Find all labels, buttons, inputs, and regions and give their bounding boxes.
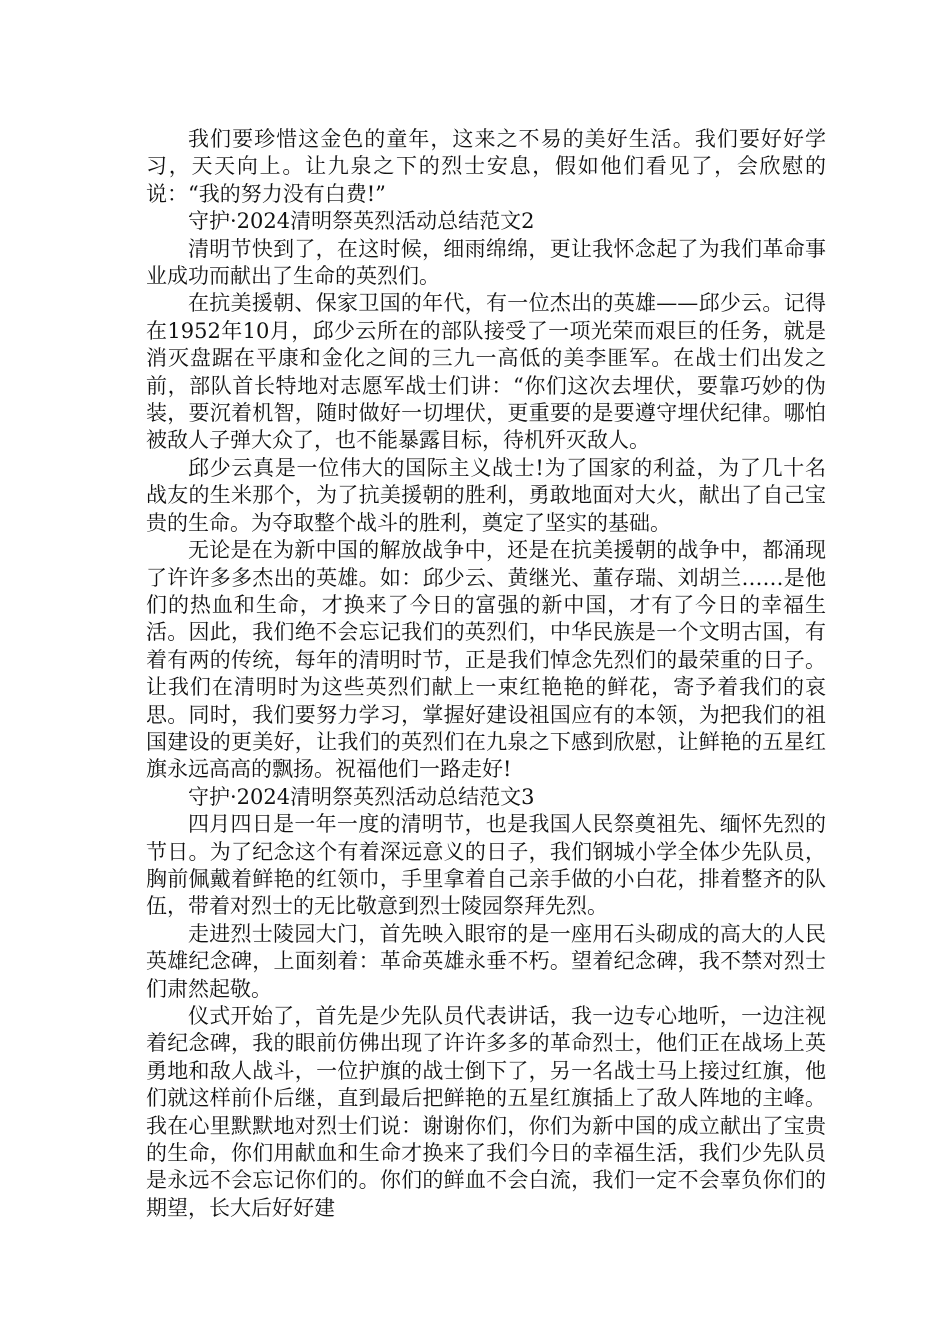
document-body (146, 126, 826, 1222)
paragraph-3: 在抗美援朝、保家卫国的年代，有一位杰出的英雄——邱少云。记得在1952年10月，邱少云所在的部队接受了一项光荣而艰巨的任务，就是消灭盘踞在平康和金化之间的三九一高低的美李匪军。在战士们出发之前，部队首长特地对志愿军战士们讲：“你们这次去埋伏，要靠巧妙的伪装，要沉着机智，随时做好一切埋伏，更重要的是要遵守埋伏纪律。哪怕被敌人子弹大众了，也不能暴露目标，待机歼灭敌人。 (146, 291, 826, 453)
paragraph-5: 无论是在为新中国的解放战争中，还是在抗美援朝的战争中，都涌现了许许多多杰出的英雄。如：邱少云、黄继光、董存瑞、刘胡兰……是他们的热血和生命，才换来了今日的富强的新中国，才有了今日的幸福生活。因此，我们绝不会忘记我们的英烈们，中华民族是一个文明古国，有着有两的传统，每年的清明时节，正是我们悼念先烈们的最荣重的日子。让我们在清明时为这些英烈们献上一束红艳艳的鲜花，寄予着我们的哀思。同时，我们要努力学习，掌握好建设祖国应有的本领，为把我们的祖国建设的更美好，让我们的英烈们在九泉之下感到欣慰，让鲜艳的五星红旗永远高高的飘扬。祝福他们一路走好! (146, 538, 826, 782)
paragraph-8: 仪式开始了，首先是少先队员代表讲话，我一边专心地听，一边注视着纪念碑，我的眼前仿佛出现了许许多多的革命烈士，他们正在战场上英勇地和敌人战斗，一位护旗的战士倒下了，另一名战士马上接过红旗，他们就这样前仆后继，直到最后把鲜艳的五星红旗插上了敌人阵地的主峰。我在心里默默地对烈士们说：谢谢你们，你们为新中国的成立献出了宝贵的生命，你们用献血和生命才换来了我们今日的幸福生活，我们少先队员是永远不会忘记你们的。你们的鲜血不会白流，我们一定不会辜负你们的期望，长大后好好建 (146, 1004, 826, 1220)
section-heading-2: 守护·2024清明祭英烈活动总结范文2 (188, 209, 535, 234)
paragraph-4: 邱少云真是一位伟大的国际主义战士!为了国家的利益，为了几十名战友的生米那个，为了抗美援朝的胜利，勇敢地面对大火，献出了自己宝贵的生命。为夺取整个战斗的胜利，奠定了坚实的基础。 (146, 455, 826, 535)
paragraph-2: 清明节快到了，在这时候，细雨绵绵，更让我怀念起了为我们革命事业成功而献出了生命的英烈们。 (146, 236, 826, 289)
paragraph-6: 四月四日是一年一度的清明节，也是我国人民祭奠祖先、缅怀先烈的节日。为了纪念这个有着深远意义的日子，我们钢城小学全体少先队员，胸前佩戴着鲜艳的红领巾，手里拿着自己亲手做的小白花，排着整齐的队伍，带着对烈士的无比敬意到烈士陵园祭拜先烈。 (146, 812, 826, 919)
section-heading-3: 守护·2024清明祭英烈活动总结范文3 (188, 784, 535, 809)
paragraph-1: 我们要珍惜这金色的童年，这来之不易的美好生活。我们要好好学习，天天向上。让九泉之下的烈士安息，假如他们看见了，会欣慰的说：“我的努力没有白费!” (146, 127, 826, 206)
paragraph-7: 走进烈士陵园大门，首先映入眼帘的是一座用石头砌成的高大的人民英雄纪念碑，上面刻着：革命英雄永垂不朽。望着纪念碑，我不禁对烈士们肃然起敬。 (146, 921, 826, 1001)
